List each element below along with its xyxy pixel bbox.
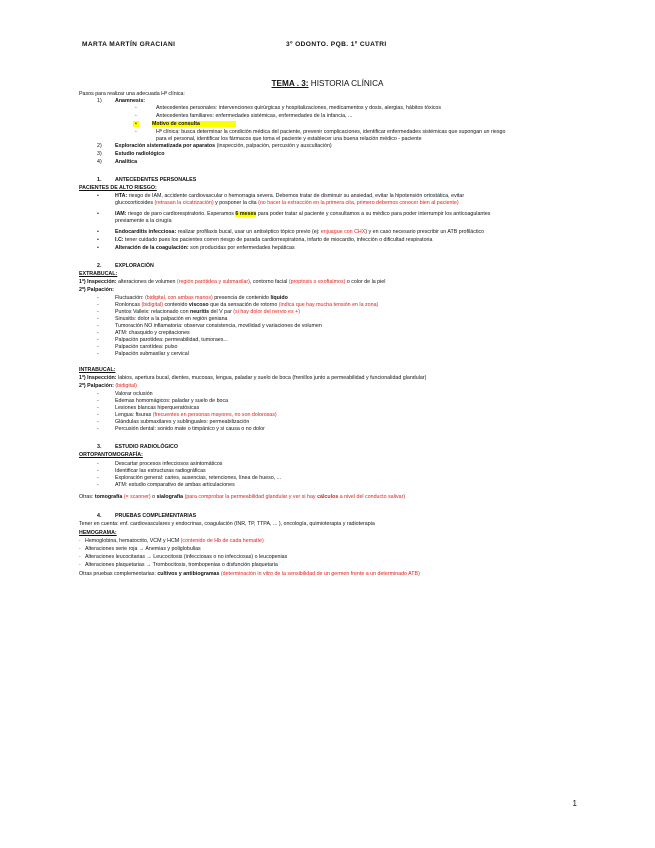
- paragraph: Otras: tomografía (= scanner) o sialografía (para comprobar la permeabilidad glandular y ver si hay cálculos a nivel del conducto salivar): [79, 494, 406, 500]
- dash-bullet: -: [97, 351, 99, 357]
- step-number: 1): [97, 98, 102, 104]
- dash-bullet: -: [97, 468, 99, 474]
- step-label: Exploración sistematizada por aparatos (inspección, palpación, percusión y auscultación): [115, 143, 332, 149]
- section-number: 1.: [97, 177, 102, 183]
- dash-bullet: -: [97, 461, 99, 467]
- list-item: Descartar procesos infecciosos asintomáticos: [115, 461, 223, 467]
- section-heading: ESTUDIO RADIOLÓGICO: [115, 444, 178, 450]
- section-heading: ANTECEDENTES PERSONALES: [115, 177, 197, 183]
- dash-bullet: -: [135, 113, 137, 119]
- list-item: I.C: tener cuidado pues los pacientes corren riesgo de parada cardiorrespiratoria, infarto de miocardio, infección o dificultad respiratoria: [115, 237, 433, 243]
- list-item: Alteraciones plaquetarias → Trombocitosis, trombopenias o disfunción plaquetaria: [85, 562, 278, 568]
- list-item: Valorar oclusión: [115, 391, 153, 397]
- list-item: 2º) Palpación: (bidigital): [79, 383, 137, 389]
- step-label: Anamnesis:: [115, 98, 146, 104]
- bullet: •: [97, 193, 99, 199]
- list-item: Fluctuación: (bidigital, con ambas manos) presencia de contenido líquido: [115, 295, 288, 301]
- list-item: Alteraciones serie roja → Anemias y poliglobulias: [85, 546, 201, 552]
- list-item: Palpación submaxilar y cervical: [115, 351, 189, 357]
- dot-bullet: ·: [79, 546, 81, 552]
- dash-bullet: -: [97, 302, 99, 308]
- paragraph: Otras pruebas complementarias: cultivos y antibiogramas (determinación in vitro de la sensibilidad de un germen frente a un determinado ATB): [79, 571, 420, 577]
- step-number: 4): [97, 159, 102, 165]
- list-item-continued: glucocorticoides (retrasan la cicatrización) y posponer la cita (no hacer la extracción en la primera cita, primero debemos conocer bien al paciente): [115, 200, 459, 206]
- step-number: 2): [97, 143, 102, 149]
- list-item: ATM: chasquido y crepitaciones: [115, 330, 190, 336]
- bullet: •: [97, 237, 99, 243]
- list-item: 2º) Palpación:: [79, 287, 114, 293]
- header-course: 3º ODONTO. PQB. 1º CUATRI: [286, 41, 387, 48]
- dot-bullet: ·: [79, 538, 81, 544]
- list-item: Tumoración NO inflamatoria: observar consistencia, movilidad y variaciones de volumen: [115, 323, 322, 329]
- dash-bullet: •: [135, 121, 137, 127]
- list-item: Lengua: fisuras (frecuentes en personas mayores, no son dolorosas): [115, 412, 277, 418]
- step-label: Estudio radiológico: [115, 151, 165, 157]
- page-title: TEMA . 3: HISTORIA CLÍNICA: [271, 79, 384, 88]
- list-item-continued: para el personal, identificar los fármacos que toma el paciente y establecer una buena relación médico - paciente: [156, 136, 422, 142]
- dash-bullet: -: [97, 323, 99, 329]
- subsection-heading: ORTOPANTOMOGRAFÍA:: [79, 452, 143, 458]
- list-item: Lesiones blancas hiperqueratósicas: [115, 405, 200, 411]
- dash-bullet: -: [97, 337, 99, 343]
- section-heading: EXPLORACIÓN: [115, 263, 154, 269]
- dash-bullet: -: [97, 482, 99, 488]
- subsection-heading: HEMOGRAMA:: [79, 530, 117, 536]
- intro-text: Pasos para realizar una adecuada Hª clínica:: [79, 91, 185, 97]
- list-item: IAM: riesgo de paro cardiorespiratorio. Esperamos 6 meses para poder tratar al paciente y consultamos a su médico para poder interrumpir los anticoagulantes: [115, 211, 491, 217]
- list-item: Antecedentes familiares: enfermedades sistémicas, enfermedades de la infancia, ...: [156, 113, 353, 119]
- list-item: HTA: riesgo de IAM, accidente cardiovascular o hemorragia severa. Debemos tratar de disminuir su ansiedad, evitar la hipotensión ortostática, evitar: [115, 193, 465, 199]
- dash-bullet: -: [97, 344, 99, 350]
- bullet: •: [97, 211, 99, 217]
- list-item: Alteraciones leucocitarias → Leucocitosis (infecciosas o no infecciosas) o leucopenias: [85, 554, 288, 560]
- header-author: MARTA MARTÍN GRACIANI: [82, 41, 176, 48]
- list-item: Glándulas submaxilares y sublinguales: permeabilización: [115, 419, 250, 425]
- section-heading: PRUEBAS COMPLEMENTARIAS: [115, 513, 197, 519]
- list-item: Hª clínica: busca determinar la condición médica del paciente, prevenir complicaciones, identificar enfermedades sistémicas que supongan un riesgo: [156, 129, 506, 135]
- dash-bullet: -: [97, 309, 99, 315]
- dash-bullet: -: [97, 475, 99, 481]
- dot-bullet: ·: [79, 554, 81, 560]
- dash-bullet: -: [135, 129, 137, 135]
- list-item-highlighted: Motivo de consulta: [152, 121, 236, 127]
- list-item: Sinusitis: dolor a la palpación en región geniana: [115, 316, 228, 322]
- list-item: Palpación parotídea: permeabilidad, tumoraes...: [115, 337, 228, 343]
- bullet: •: [97, 229, 99, 235]
- list-item: Ronloncas (bidigital) contenido viscoso que da sensación de rotorno (indica que hay mucha tensión en la zona): [115, 302, 379, 308]
- list-item: ATM: estudio comparativo de ambas articulaciones: [115, 482, 235, 488]
- list-item: Identificar las estructuras radiográficas: [115, 468, 206, 474]
- page-number: 1: [572, 799, 577, 808]
- subsection-heading: INTRABUCAL:: [79, 367, 116, 373]
- dash-bullet: -: [97, 391, 99, 397]
- dash-bullet: -: [97, 412, 99, 418]
- dash-bullet: -: [97, 426, 99, 432]
- dash-bullet: -: [97, 330, 99, 336]
- list-item: Exploración general: caries, ausencias, retenciones, línea de hueso, ...: [115, 475, 282, 481]
- list-item: Edemas homomágicos: paladar y suelo de boca: [115, 398, 229, 404]
- subsection-heading: EXTRABUCAL:: [79, 271, 118, 277]
- dash-bullet: -: [97, 398, 99, 404]
- dash-bullet: -: [135, 105, 137, 111]
- section-number: 4.: [97, 513, 102, 519]
- list-item-continued: previamente a la cirugía: [115, 218, 172, 224]
- list-item: 1º) Inspección: labios, apertura bucal, dientes, mucosas, lengua, paladar y suelo de boca (frenillos junto a permeabilidad y funcionalidad glandular): [79, 375, 427, 381]
- list-item: Alteración de la coagulación: son producidas por enfermedades hepáticas: [115, 245, 295, 251]
- dot-bullet: ·: [79, 562, 81, 568]
- list-item: Hemoglobina, hematocrito, VCM y HCM (contenido de Hb de cada hematíe): [85, 538, 264, 544]
- list-item: Antecedentes personales: intervenciones quirúrgicas y hospitalizaciones, medicamentos y dosis, alergias, hábitos tóxicos: [156, 105, 442, 111]
- dash-bullet: -: [97, 419, 99, 425]
- list-item: Palpación carotídea: pulso: [115, 344, 178, 350]
- step-label: Analítica: [115, 159, 138, 165]
- section-number: 3.: [97, 444, 102, 450]
- dash-bullet: -: [97, 405, 99, 411]
- list-item: Percusión dental: sonido mate o timpánico y si causa o no dolor: [115, 426, 265, 432]
- bullet: •: [97, 245, 99, 251]
- list-item: Puntos Valleix: relacionado con neuritis del V par (si hay dolor del nervio es +): [115, 309, 300, 315]
- list-item: 1º) Inspección: alteraciones de volumen (región parótidea y submaxilar), contorno facial (proptosis o exoftalmos) o color de la piel: [79, 279, 386, 285]
- section-number: 2.: [97, 263, 102, 269]
- list-item: Endocarditis infecciosa: realizar profilaxis bucal, usar un antiséptico tópico previo (ej: enjuague con CHX) y en caso necesario prescribir un ATB profiláctico: [115, 229, 485, 235]
- step-number: 3): [97, 151, 102, 157]
- dash-bullet: -: [97, 316, 99, 322]
- subsection-heading: PACIENTES DE ALTO RIESGO:: [79, 185, 157, 191]
- dash-bullet: -: [97, 295, 99, 301]
- paragraph: Tener en cuenta: enf. cardiovasculares y endocrinas, coagulación (INR, TP, TTPA, ... ), oncología, quimioterapia y radioterapia: [79, 521, 375, 527]
